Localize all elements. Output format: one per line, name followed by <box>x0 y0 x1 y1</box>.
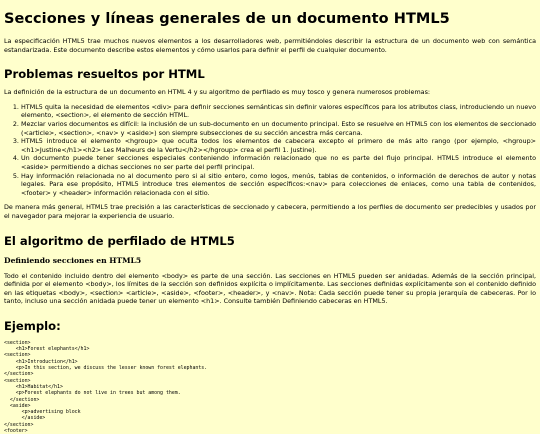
problems-closing-paragraph: De manera más general, HTML5 trae precisión a las características de seccionado y cabecera, permitiendo a los perfiles de documento ser predecibles y usados por el navegador para mejorar la experiencia de usuario. <box>4 203 536 220</box>
list-item: 3. HTML5 introduce el elemento <hgroup> que oculta todos los elementos de cabecera excepto el primero de más alto rango (por ejemplo, <hgroup><h1>Justine</h1><h2> Les Malheurs de la Vertu</h2></hgroup> crea el perfil 1. Justine). <box>21 137 536 154</box>
algorithm-paragraph: Todo el contenido incluido dentro del elemento <body> es parte de una sección. Las secciones en HTML5 pueden ser anidadas. Además de la sección principal, definida por el elemento <body>, los límites de la sección son definidos explícita o implícitamente. Las secciones definidas explícitamente son el contenido definido en las etiquetas <body>, <section> <article>, <aside>, <footer>, <header>, y <nav>. Nota: Cada sección puede tener su propia jerarquía de cabeceras. Por lo tanto, incluso una sección anidada puede tener un elemento <h1>. Consulte también Definiendo cabeceras en HTML5. <box>4 271 536 306</box>
list-item: 5. Hay información relacionada no al documento pero si al sitio entero, como logos, menús, tablas de contenidos, o información de derechos de autor y notas legales. Para ese propósito, HTML5 introduce tres elementos de sección específicos:<nav> para colecciones de enlaces, como una tabla de contenidos, <footer> y <header> información relacionada con el sitio. <box>21 172 536 198</box>
algorithm-heading: El algoritmo de perfilado de HTML5 <box>4 233 235 248</box>
problems-heading: Problemas resueltos por HTML <box>4 67 205 82</box>
list-item: 1. HTML5 quita la necesidad de elementos <div> para definir secciones semánticas sin definir valores específicos para los atributos class, introduciendo un nuevo elemento, <section>, el elemento de sección HTML. <box>21 103 536 120</box>
intro-paragraph: La especificación HTML5 trae muchos nuevos elementos a los desarrolladores web, permitiéndoles describir la estructura de un documento web con semántica estandarizada. Este documento describe estos elementos y cómo usarlos para definir el perfil de cualquier documento. <box>4 37 536 54</box>
list-item: 4. Un documento puede tener secciones especiales conteniendo información relacionado que no es parte del flujo principal. HTML5 introduce el elemento <aside> permitiendo a dichas secciones no ser parte del perfil principal. <box>21 154 536 171</box>
example-code-block: <section> <h1>Forest elephants</h1> <section> <h1>Introduction</h1> <p>In this section, we discuss the lesser known forest elephants. </section> <section> <h1>Habitat</h1> <p>Forest elephants do not live in trees but among them. </section> <aside> <p>advertising block </aside> </section> <footer> <box>4 339 208 434</box>
algorithm-subheading: Definiendo secciones en HTML5 <box>4 255 142 265</box>
example-heading: Ejemplo: <box>4 318 61 333</box>
page-title: Secciones y líneas generales de un documento HTML5 <box>4 11 450 27</box>
list-item: 2. Mezclar varios documentos es difícil: la inclusión de un sub-documento en un documento principal. Esto se resuelve en HTML5 con los elementos de seccionado (<article>, <section>, <nav> y <aside>) son siempre subsecciones de su sección ancestra más cercana. <box>21 120 536 137</box>
problems-list <box>4 103 536 198</box>
problems-lead-paragraph: La definición de la estructura de un documento en HTML 4 y su algoritmo de perfilado es muy tosco y genera numerosos problemas: <box>4 88 431 97</box>
